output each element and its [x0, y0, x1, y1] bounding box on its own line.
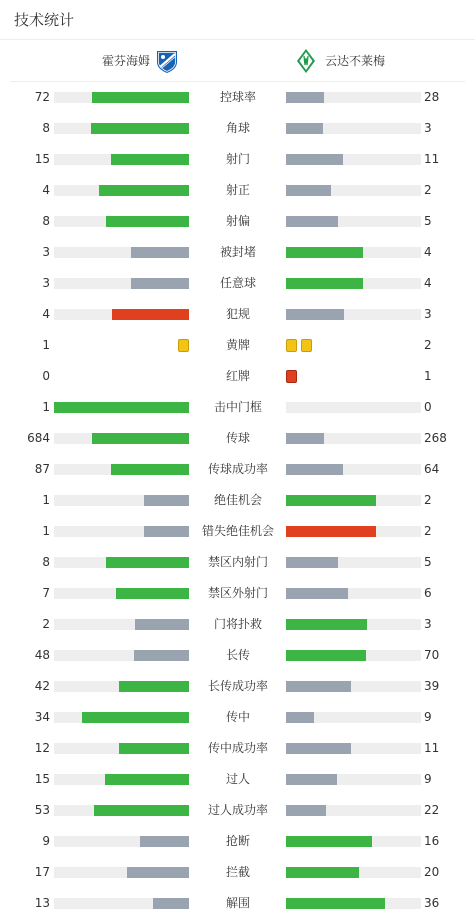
away-bar-track — [286, 743, 421, 754]
away-bar-fill — [286, 216, 338, 227]
home-bar-track — [54, 557, 189, 568]
home-team-name: 霍芬海姆 — [101, 54, 150, 68]
home-bar-track — [54, 805, 189, 816]
stat-label: 解围 — [225, 896, 250, 910]
away-bar-track — [286, 464, 421, 475]
stat-row — [0, 206, 475, 237]
home-bar-fill — [111, 154, 189, 165]
away-value: 22 — [424, 803, 440, 817]
home-bar-track — [54, 92, 189, 103]
away-bar-track — [286, 154, 421, 165]
away-bar-fill — [286, 495, 376, 506]
home-bar-track — [54, 464, 189, 475]
stat-label: 被封堵 — [219, 245, 256, 259]
stat-row — [0, 764, 475, 795]
stat-row — [0, 392, 475, 423]
home-value: 3 — [42, 245, 50, 259]
home-bar-track — [54, 185, 189, 196]
stat-row — [0, 82, 475, 113]
away-value: 9 — [424, 772, 432, 786]
away-bar-fill — [286, 278, 363, 289]
stat-label: 传球成功率 — [207, 462, 268, 476]
home-bar-track — [54, 309, 189, 320]
home-bar-fill — [112, 309, 189, 320]
stat-row — [0, 888, 475, 919]
away-bar-track — [286, 588, 421, 599]
stat-label: 射正 — [225, 183, 250, 197]
page-title: 技术统计 — [0, 0, 475, 40]
away-bar-fill — [286, 650, 366, 661]
away-value: 5 — [424, 214, 432, 228]
home-bar-fill — [131, 278, 189, 289]
home-bar-fill — [131, 247, 189, 258]
away-value: 268 — [424, 431, 447, 445]
home-value: 9 — [42, 834, 50, 848]
home-bar-track — [54, 433, 189, 444]
home-bar-fill — [92, 92, 189, 103]
home-value: 13 — [34, 896, 50, 910]
away-bar-track — [286, 836, 421, 847]
stat-label: 错失绝佳机会 — [201, 524, 274, 538]
home-value: 684 — [27, 431, 50, 445]
stat-row — [0, 485, 475, 516]
away-bar-fill — [286, 433, 324, 444]
away-value: 2 — [424, 183, 432, 197]
away-value: 6 — [424, 586, 432, 600]
away-bar-track — [286, 185, 421, 196]
home-bar-track — [54, 619, 189, 630]
away-bar-fill — [286, 681, 351, 692]
away-bar-fill — [286, 898, 385, 909]
home-bar-track — [54, 743, 189, 754]
away-value: 9 — [424, 710, 432, 724]
home-value: 48 — [34, 648, 50, 662]
stat-label: 门将扑救 — [213, 617, 262, 631]
stat-row — [0, 237, 475, 268]
away-value: 4 — [424, 276, 432, 290]
yellow-card-icon — [301, 339, 312, 352]
away-bar-track — [286, 247, 421, 258]
away-value: 11 — [424, 152, 440, 166]
home-value: 15 — [34, 152, 50, 166]
away-cards — [286, 370, 297, 383]
away-team[interactable] — [293, 48, 385, 74]
home-bar-fill — [106, 557, 189, 568]
stat-row — [0, 361, 475, 392]
stat-row — [0, 826, 475, 857]
away-value: 36 — [424, 896, 440, 910]
away-bar-fill — [286, 92, 324, 103]
away-cards — [286, 339, 312, 352]
stats-list — [0, 82, 475, 919]
home-bar-fill — [134, 650, 189, 661]
stat-row — [0, 516, 475, 547]
away-bar-track — [286, 557, 421, 568]
stat-label: 任意球 — [219, 276, 256, 290]
away-bar-fill — [286, 774, 337, 785]
home-bar-fill — [94, 805, 189, 816]
away-value: 64 — [424, 462, 440, 476]
home-value: 8 — [42, 121, 50, 135]
away-value: 0 — [424, 400, 432, 414]
away-bar-fill — [286, 247, 363, 258]
stat-row — [0, 795, 475, 826]
home-value: 1 — [42, 338, 50, 352]
home-value: 0 — [42, 369, 50, 383]
team-header — [10, 40, 465, 82]
home-value: 17 — [34, 865, 50, 879]
home-bar-fill — [153, 898, 189, 909]
home-bar-fill — [92, 433, 189, 444]
hoffenheim-logo-icon — [154, 48, 180, 74]
stat-row — [0, 733, 475, 764]
stat-label: 射偏 — [225, 214, 250, 228]
home-bar-fill — [140, 836, 189, 847]
home-value: 1 — [42, 524, 50, 538]
away-bar-fill — [286, 588, 348, 599]
stat-row — [0, 299, 475, 330]
stat-row — [0, 144, 475, 175]
home-bar-track — [54, 898, 189, 909]
away-bar-fill — [286, 154, 343, 165]
away-bar-fill — [286, 123, 323, 134]
away-bar-track — [286, 309, 421, 320]
stat-label: 传球 — [225, 431, 250, 445]
home-bar-track — [54, 123, 189, 134]
away-bar-track — [286, 526, 421, 537]
stat-label: 击中门框 — [213, 400, 262, 414]
away-value: 4 — [424, 245, 432, 259]
away-bar-track — [286, 92, 421, 103]
werder-bremen-logo-icon — [293, 48, 319, 74]
home-bar-track — [54, 402, 189, 413]
home-bar-track — [54, 650, 189, 661]
away-bar-track — [286, 805, 421, 816]
away-value: 1 — [424, 369, 432, 383]
away-value: 3 — [424, 121, 432, 135]
yellow-card-icon — [286, 339, 297, 352]
home-bar-track — [54, 216, 189, 227]
home-bar-track — [54, 867, 189, 878]
home-bar-track — [54, 247, 189, 258]
stat-row — [0, 547, 475, 578]
home-bar-track — [54, 681, 189, 692]
stat-label: 禁区内射门 — [207, 555, 268, 569]
home-bar-fill — [106, 216, 189, 227]
home-cards — [178, 339, 189, 352]
away-bar-track — [286, 774, 421, 785]
away-value: 11 — [424, 741, 440, 755]
away-value: 28 — [424, 90, 440, 104]
red-card-icon — [286, 370, 297, 383]
home-bar-track — [54, 588, 189, 599]
away-value: 16 — [424, 834, 440, 848]
home-value: 53 — [34, 803, 50, 817]
away-bar-track — [286, 619, 421, 630]
stat-label: 传中 — [225, 710, 250, 724]
home-bar-fill — [91, 123, 189, 134]
home-bar-fill — [144, 526, 189, 537]
away-bar-track — [286, 712, 421, 723]
away-bar-track — [286, 216, 421, 227]
away-value: 20 — [424, 865, 440, 879]
stat-row — [0, 268, 475, 299]
stat-label: 传中成功率 — [207, 741, 268, 755]
stat-label: 抢断 — [225, 834, 250, 848]
away-bar-fill — [286, 867, 359, 878]
home-bar-fill — [116, 588, 189, 599]
stat-row — [0, 702, 475, 733]
home-value: 12 — [34, 741, 50, 755]
home-bar-track — [54, 836, 189, 847]
stat-label: 长传成功率 — [207, 679, 268, 693]
home-bar-fill — [111, 464, 189, 475]
stat-label: 犯规 — [225, 307, 250, 321]
stat-label: 红牌 — [225, 369, 250, 383]
home-value: 87 — [34, 462, 50, 476]
stat-row — [0, 330, 475, 361]
away-bar-track — [286, 278, 421, 289]
away-bar-track — [286, 650, 421, 661]
home-value: 8 — [42, 555, 50, 569]
stat-row — [0, 857, 475, 888]
away-bar-track — [286, 433, 421, 444]
home-value: 7 — [42, 586, 50, 600]
away-value: 39 — [424, 679, 440, 693]
away-bar-fill — [286, 743, 351, 754]
home-value: 3 — [42, 276, 50, 290]
home-value: 8 — [42, 214, 50, 228]
home-value: 15 — [34, 772, 50, 786]
away-value: 3 — [424, 307, 432, 321]
home-bar-fill — [119, 681, 189, 692]
home-bar-fill — [105, 774, 189, 785]
away-team-name: 云达不莱梅 — [325, 54, 386, 68]
home-bar-track — [54, 712, 189, 723]
stat-label: 绝佳机会 — [213, 493, 262, 507]
away-bar-fill — [286, 557, 338, 568]
home-value: 42 — [34, 679, 50, 693]
home-value: 34 — [34, 710, 50, 724]
stat-row — [0, 423, 475, 454]
stat-label: 射门 — [225, 152, 250, 166]
stat-label: 拦截 — [225, 865, 250, 879]
stat-row — [0, 113, 475, 144]
away-bar-fill — [286, 309, 344, 320]
away-bar-track — [286, 123, 421, 134]
home-bar-fill — [99, 185, 189, 196]
stat-label: 过人成功率 — [207, 803, 268, 817]
yellow-card-icon — [178, 339, 189, 352]
stat-label: 角球 — [225, 121, 250, 135]
home-value: 72 — [34, 90, 50, 104]
away-value: 70 — [424, 648, 440, 662]
stat-label: 控球率 — [219, 90, 256, 104]
home-bar-track — [54, 495, 189, 506]
stat-row — [0, 671, 475, 702]
stat-row — [0, 454, 475, 485]
home-bar-fill — [82, 712, 189, 723]
away-bar-fill — [286, 464, 343, 475]
home-value: 1 — [42, 493, 50, 507]
home-bar-fill — [135, 619, 189, 630]
away-bar-fill — [286, 619, 367, 630]
home-bar-track — [54, 154, 189, 165]
stat-label: 黄牌 — [225, 338, 250, 352]
away-value: 3 — [424, 617, 432, 631]
away-bar-track — [286, 867, 421, 878]
stat-row — [0, 609, 475, 640]
away-bar-fill — [286, 712, 314, 723]
away-bar-fill — [286, 805, 326, 816]
away-value: 2 — [424, 338, 432, 352]
away-value: 2 — [424, 493, 432, 507]
away-value: 2 — [424, 524, 432, 538]
home-value: 2 — [42, 617, 50, 631]
home-bar-fill — [54, 402, 189, 413]
home-bar-fill — [119, 743, 189, 754]
away-bar-track — [286, 495, 421, 506]
away-bar-track — [286, 898, 421, 909]
stat-label: 长传 — [225, 648, 250, 662]
away-bar-track — [286, 681, 421, 692]
away-value: 5 — [424, 555, 432, 569]
away-bar-track — [286, 402, 421, 413]
home-bar-track — [54, 526, 189, 537]
home-team[interactable] — [102, 48, 180, 74]
home-bar-fill — [127, 867, 189, 878]
home-value: 4 — [42, 307, 50, 321]
home-bar-track — [54, 278, 189, 289]
stat-row — [0, 640, 475, 671]
home-value: 4 — [42, 183, 50, 197]
stat-label: 过人 — [225, 772, 250, 786]
home-value: 1 — [42, 400, 50, 414]
stat-label: 禁区外射门 — [207, 586, 268, 600]
away-bar-fill — [286, 526, 376, 537]
stat-row — [0, 578, 475, 609]
stat-row — [0, 175, 475, 206]
home-bar-track — [54, 774, 189, 785]
away-bar-fill — [286, 185, 331, 196]
away-bar-fill — [286, 836, 372, 847]
home-bar-fill — [144, 495, 189, 506]
